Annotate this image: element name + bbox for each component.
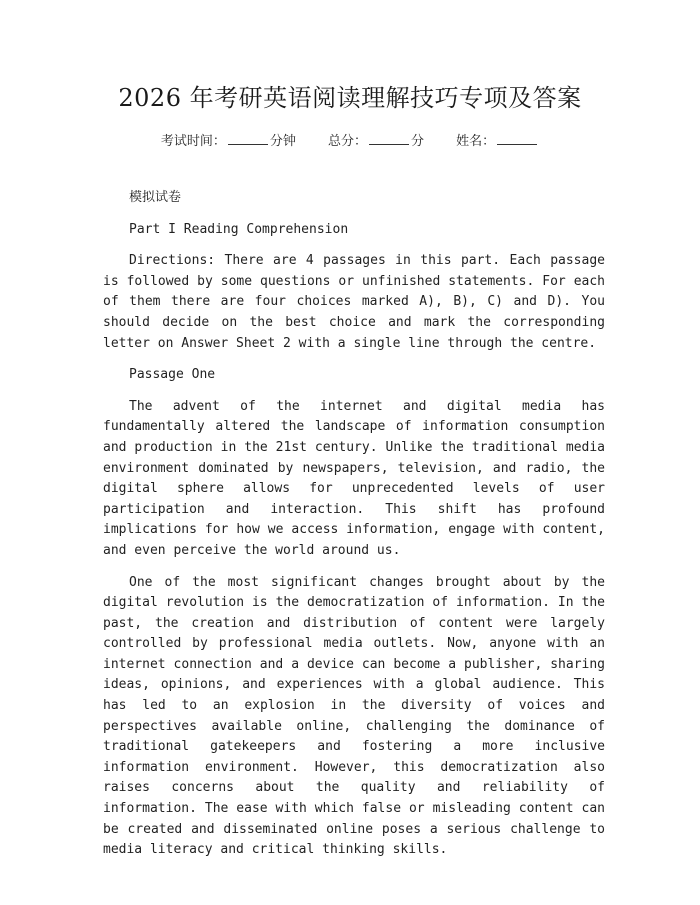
name-blank[interactable] <box>497 130 537 145</box>
total-score-field <box>328 130 424 152</box>
total-score-blank[interactable] <box>369 130 409 145</box>
exam-info-line <box>0 130 700 152</box>
part-heading: Part I Reading Comprehension <box>129 221 349 237</box>
name-label: 姓名： <box>456 134 496 149</box>
exam-time-unit: 分钟 <box>269 134 296 149</box>
total-score-label: 总分： <box>327 134 367 149</box>
exam-time-blank[interactable] <box>228 130 268 145</box>
section-label: 模拟试卷 <box>129 190 182 205</box>
document-title: 2026 年考研英语阅读理解技巧专项及答案 <box>118 84 582 112</box>
passage-paragraph-2: One of the most significant changes brought about by the digital revolution is the democratization of information. In the past, the creation and distribution of content were largely controlled by professional media outlets. Now, anyone with an internet connection and a device can become a publisher, sharing ideas, opinions, and experiences with a global audience. This has led to an explosion in the diversity of voices and perspectives available online, challenging the dominance of traditional gatekeepers and fostering a more inclusive information environment. However, this democratization also raises concerns about the quality and reliability of information. The ease with which false or misleading content can be created and disseminated online poses a serious challenge to media literacy and critical thinking skills. <box>103 574 605 858</box>
name-field <box>456 130 539 152</box>
exam-time-label: 考试时间： <box>160 134 226 149</box>
exam-time-field <box>161 130 296 152</box>
directions-paragraph: Directions: There are 4 passages in this part. Each passage is followed by some questions or unfinished statements. For each of them there are four choices marked A), B), C) and D). You should decide on the best choice and mark the corresponding letter on Answer Sheet 2 with a single line through the centre. <box>103 253 605 351</box>
document-body <box>103 188 605 872</box>
passage-heading: Passage One <box>129 367 216 383</box>
total-score-unit: 分 <box>411 134 425 149</box>
passage-paragraph-1: The advent of the internet and digital media has fundamentally altered the landscape of information consumption and production in the 21st century. Unlike the traditional media environment dominated by newspapers, television, and radio, the digital sphere allows for unprecedented levels of user participation and interaction. This shift has profound implications for how we access information, engage with content, and even perceive the world around us. <box>103 398 605 558</box>
